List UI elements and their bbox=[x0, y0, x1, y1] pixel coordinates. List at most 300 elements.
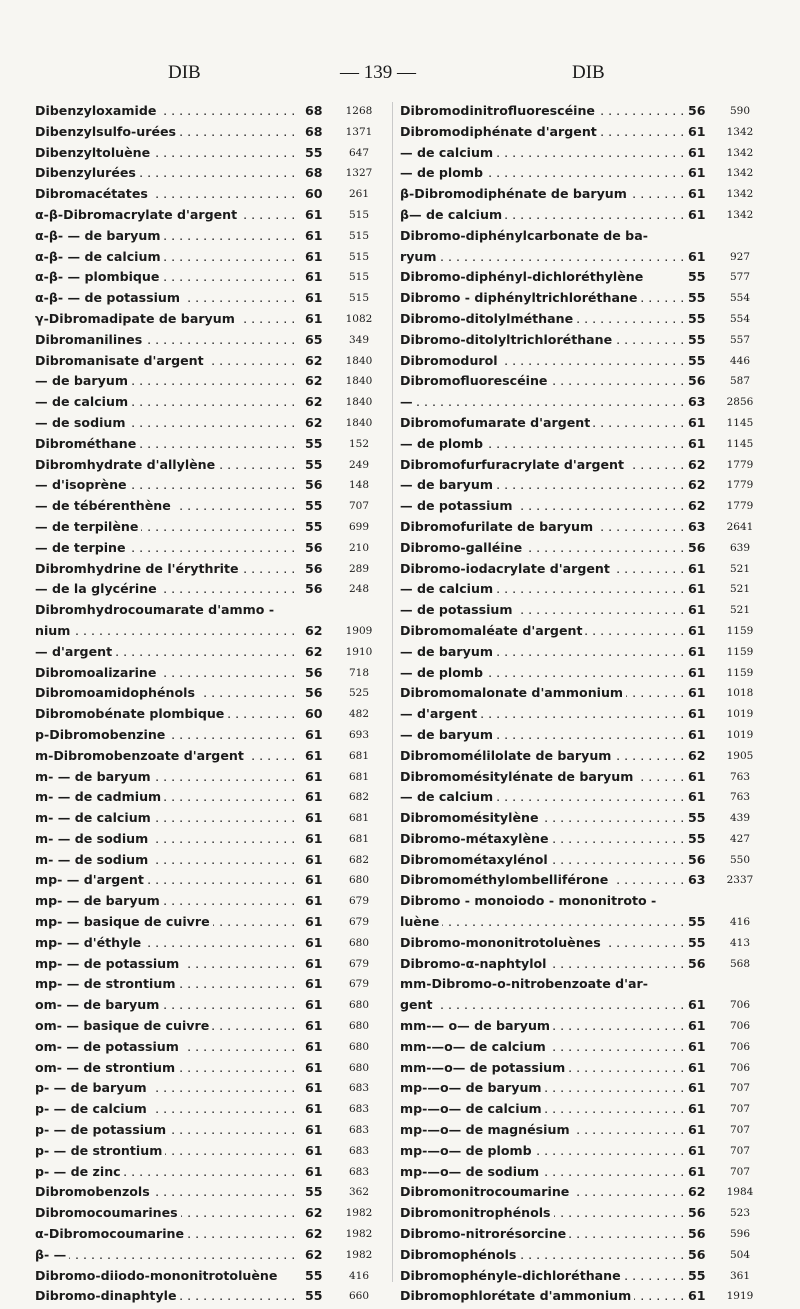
index-entry bbox=[400, 101, 765, 122]
entry-page: 590 bbox=[729, 105, 751, 117]
entry-name-text: β- — bbox=[35, 1247, 69, 1262]
entry-page: 707 bbox=[729, 1082, 751, 1095]
index-entry bbox=[400, 1058, 765, 1079]
entry-name-text: Dibromoamidophénols bbox=[35, 685, 198, 700]
entry-page: 707 bbox=[348, 500, 370, 513]
entry-volume: 62 bbox=[305, 352, 323, 368]
index-entry bbox=[400, 954, 765, 975]
index-entry bbox=[35, 995, 386, 1016]
entry-name bbox=[400, 829, 687, 850]
entry-volume: 56 bbox=[688, 1246, 706, 1262]
entry-volume: 61 bbox=[305, 1038, 323, 1054]
entry-name bbox=[400, 517, 687, 538]
entry-volume: 55 bbox=[305, 456, 323, 472]
entry-volume: 62 bbox=[305, 394, 323, 410]
entry-name-text: Dibromo-ditolyltrichloréthane bbox=[400, 332, 615, 347]
index-entry bbox=[400, 496, 765, 517]
entry-name-text: ryum bbox=[400, 249, 440, 264]
entry-page: 446 bbox=[729, 354, 751, 367]
entry-page: 706 bbox=[729, 1061, 751, 1074]
entry-name bbox=[400, 434, 687, 455]
index-entry bbox=[400, 247, 765, 268]
entry-name bbox=[400, 1286, 687, 1307]
entry-name bbox=[35, 725, 297, 746]
entry-name bbox=[35, 455, 297, 476]
index-entry bbox=[400, 725, 765, 746]
index-entry bbox=[35, 663, 386, 684]
entry-name-text: mp- — basique de cuivre bbox=[35, 914, 213, 929]
entry-volume: 55 bbox=[688, 934, 706, 950]
entry-name bbox=[35, 1016, 297, 1037]
entry-page: 1159 bbox=[726, 666, 754, 679]
entry-name-text: — de sodium bbox=[35, 415, 129, 430]
entry-name-text: m- — de baryum bbox=[35, 769, 154, 784]
entry-name-text: m- — de calcium bbox=[35, 810, 154, 825]
entry-name-text: Dibromoalizarine bbox=[35, 665, 159, 680]
entry-name-text: Dibromofumarate d'argent bbox=[400, 415, 593, 430]
index-entry bbox=[400, 517, 765, 538]
entry-name-text: — de terpine bbox=[35, 540, 129, 555]
entry-name bbox=[35, 184, 297, 205]
entry-volume: 62 bbox=[305, 1205, 323, 1221]
index-entry bbox=[35, 579, 386, 600]
entry-page: 1840 bbox=[345, 416, 373, 429]
index-entry bbox=[35, 101, 386, 122]
index-entry bbox=[35, 1078, 386, 1099]
index-column-right bbox=[400, 101, 765, 1307]
index-entry bbox=[35, 288, 386, 309]
entry-page: 680 bbox=[348, 999, 370, 1012]
entry-volume: 55 bbox=[688, 269, 706, 285]
entry-page: 1840 bbox=[345, 375, 373, 388]
entry-name bbox=[400, 122, 687, 143]
index-entry bbox=[35, 912, 386, 933]
entry-name-text: Dibromo-métaxylène bbox=[400, 831, 552, 846]
index-entry bbox=[400, 974, 765, 995]
entry-name bbox=[400, 392, 687, 413]
entry-name-text: α-β- — de potassium bbox=[35, 290, 183, 305]
entry-page: 148 bbox=[348, 479, 370, 492]
entry-name-text: m-Dibromobenzoate d'argent bbox=[35, 748, 247, 763]
entry-volume: 62 bbox=[305, 643, 323, 659]
entry-page: 413 bbox=[729, 936, 751, 949]
entry-page: 707 bbox=[729, 1103, 751, 1116]
entry-volume: 61 bbox=[688, 186, 706, 202]
entry-name-text: Dibenzyltoluène bbox=[35, 145, 153, 160]
entry-name-text: Dibromo-α-naphtylol bbox=[400, 956, 550, 971]
entry-page: 927 bbox=[729, 250, 751, 263]
index-entry bbox=[35, 267, 386, 288]
entry-name bbox=[400, 1162, 687, 1183]
entry-page: 210 bbox=[348, 541, 370, 554]
entry-volume: 61 bbox=[305, 768, 323, 784]
index-entry bbox=[400, 434, 765, 455]
entry-volume: 56 bbox=[688, 539, 706, 555]
entry-page: 1342 bbox=[726, 167, 754, 180]
entry-name bbox=[35, 1120, 297, 1141]
index-entry bbox=[35, 850, 386, 871]
entry-page: 515 bbox=[348, 229, 370, 242]
entry-name-text: — de baryum bbox=[400, 644, 496, 659]
index-entry bbox=[400, 143, 765, 164]
entry-name bbox=[400, 475, 687, 496]
entry-page: 681 bbox=[348, 770, 370, 783]
index-entry bbox=[35, 746, 386, 767]
entry-name bbox=[400, 247, 687, 268]
entry-name bbox=[400, 850, 687, 871]
entry-volume: 55 bbox=[688, 331, 706, 347]
entry-page: 596 bbox=[729, 1228, 751, 1241]
entry-name bbox=[400, 496, 687, 517]
entry-name-text: α-β- — de calcium bbox=[35, 249, 164, 264]
entry-name-text: Dibromo-iodacrylate d'argent bbox=[400, 561, 613, 576]
entry-volume: 61 bbox=[305, 934, 323, 950]
entry-name bbox=[400, 330, 687, 351]
entry-page: 1919 bbox=[726, 1290, 754, 1303]
index-entry bbox=[35, 808, 386, 829]
entry-volume: 55 bbox=[305, 1267, 323, 1283]
entry-name bbox=[35, 933, 297, 954]
entry-name-text: mp-—o— de magnésium bbox=[400, 1122, 573, 1137]
entry-volume: 55 bbox=[305, 498, 323, 514]
entry-name-text: Dibromo-diphényl-dichloréthylène bbox=[400, 269, 646, 284]
entry-name bbox=[35, 434, 297, 455]
index-entry bbox=[400, 767, 765, 788]
index-entry bbox=[400, 1162, 765, 1183]
index-entry bbox=[400, 1266, 765, 1287]
entry-page: 248 bbox=[348, 583, 370, 596]
entry-page: 660 bbox=[348, 1290, 370, 1303]
entry-name bbox=[35, 205, 297, 226]
index-entry bbox=[35, 122, 386, 143]
entry-name bbox=[35, 351, 297, 372]
entry-name-text: Dibromo-galléine bbox=[400, 540, 525, 555]
entry-volume: 61 bbox=[688, 602, 706, 618]
entry-name-text: p- — de potassium bbox=[35, 1122, 169, 1137]
index-entry bbox=[400, 829, 765, 850]
index-entry bbox=[35, 1286, 386, 1307]
entry-name bbox=[35, 1058, 297, 1079]
entry-name-text: — de plomb bbox=[400, 665, 486, 680]
entry-name-text: α-Dibromocoumarine bbox=[35, 1226, 187, 1241]
index-entry bbox=[35, 475, 386, 496]
entry-name-text: Dibromo-nitrorésorcine bbox=[400, 1226, 569, 1241]
entry-page: 1342 bbox=[726, 208, 754, 221]
entry-page: 718 bbox=[348, 666, 370, 679]
entry-name bbox=[35, 517, 297, 538]
index-entry bbox=[400, 850, 765, 871]
entry-name bbox=[35, 954, 297, 975]
entry-name bbox=[35, 600, 297, 621]
index-entry bbox=[400, 1245, 765, 1266]
entry-name-text: mp-—o— de calcium bbox=[400, 1101, 545, 1116]
entry-name-text: — de calcium bbox=[400, 789, 496, 804]
entry-volume: 61 bbox=[305, 269, 323, 285]
entry-page: 1268 bbox=[345, 105, 373, 117]
entry-volume: 55 bbox=[688, 290, 706, 306]
entry-volume: 61 bbox=[688, 1059, 706, 1075]
entry-name bbox=[400, 1141, 687, 1162]
entry-volume: 56 bbox=[688, 851, 706, 867]
entry-name-text: — de baryum bbox=[400, 477, 496, 492]
entry-page: 521 bbox=[729, 583, 751, 596]
index-entry bbox=[400, 1286, 765, 1307]
entry-name bbox=[400, 309, 687, 330]
entry-name-text: m- — de sodium bbox=[35, 831, 151, 846]
entry-name bbox=[400, 787, 687, 808]
entry-name bbox=[400, 954, 687, 975]
index-entry bbox=[35, 538, 386, 559]
entry-page: 682 bbox=[348, 791, 370, 804]
entry-name-text: Dibenzylurées bbox=[35, 165, 139, 180]
index-entry bbox=[400, 184, 765, 205]
entry-name bbox=[400, 891, 687, 912]
entry-page: 680 bbox=[348, 874, 370, 887]
entry-volume: 56 bbox=[688, 373, 706, 389]
entry-name-text: — bbox=[400, 394, 416, 409]
entry-name bbox=[400, 746, 687, 767]
entry-name-text: mp-—o— de baryum bbox=[400, 1080, 545, 1095]
index-entry bbox=[400, 559, 765, 580]
index-entry bbox=[400, 870, 765, 891]
entry-name bbox=[400, 163, 687, 184]
entry-volume: 55 bbox=[688, 310, 706, 326]
entry-name bbox=[400, 1078, 687, 1099]
index-entry bbox=[35, 351, 386, 372]
entry-volume: 61 bbox=[305, 997, 323, 1013]
entry-volume: 68 bbox=[305, 103, 323, 118]
entry-name-text: m- — de cadmium bbox=[35, 789, 164, 804]
index-entry bbox=[400, 808, 765, 829]
entry-page: 521 bbox=[729, 604, 751, 617]
entry-name-text: Dibromométhylombelliférone bbox=[400, 872, 611, 887]
index-entry bbox=[400, 371, 765, 392]
entry-volume: 55 bbox=[305, 1184, 323, 1200]
entry-page: 1019 bbox=[726, 728, 754, 741]
entry-volume: 56 bbox=[305, 581, 323, 597]
entry-name bbox=[35, 392, 297, 413]
entry-name bbox=[400, 1099, 687, 1120]
entry-name-text: Dibromobénate plombique bbox=[35, 706, 227, 721]
index-entry bbox=[400, 1203, 765, 1224]
entry-name bbox=[400, 1182, 687, 1203]
entry-name bbox=[400, 974, 687, 995]
entry-name bbox=[400, 704, 687, 725]
entry-name-text: om- — de baryum bbox=[35, 997, 162, 1012]
entry-name-text: Dibromhydrate d'allylène bbox=[35, 457, 218, 472]
entry-page: 515 bbox=[348, 292, 370, 305]
entry-name bbox=[400, 1037, 687, 1058]
entry-name-text: — d'isoprène bbox=[35, 477, 130, 492]
entry-page: 681 bbox=[348, 832, 370, 845]
entry-volume: 61 bbox=[305, 1163, 323, 1179]
entry-name-text: α-β-Dibromacrylate d'argent bbox=[35, 207, 240, 222]
entry-volume: 56 bbox=[688, 1205, 706, 1221]
index-entry bbox=[35, 392, 386, 413]
entry-volume: 61 bbox=[688, 1018, 706, 1034]
index-entry bbox=[400, 1099, 765, 1120]
entry-name bbox=[400, 933, 687, 954]
index-entry bbox=[35, 954, 386, 975]
entry-name-text: Dibromodinitrofluorescéine bbox=[400, 103, 598, 118]
index-entry bbox=[35, 933, 386, 954]
entry-page: 1342 bbox=[726, 188, 754, 201]
index-entry bbox=[400, 1016, 765, 1037]
index-entry bbox=[400, 288, 765, 309]
index-entry bbox=[400, 455, 765, 476]
entry-page: 1018 bbox=[726, 687, 754, 700]
entry-volume: 61 bbox=[688, 144, 706, 160]
entry-volume: 68 bbox=[305, 165, 323, 181]
entry-name-text: — d'argent bbox=[400, 706, 480, 721]
entry-name-text: Dibromhydrine de l'érythrite bbox=[35, 561, 242, 576]
entry-name bbox=[400, 663, 687, 684]
entry-volume: 56 bbox=[305, 539, 323, 555]
index-entry bbox=[35, 1162, 386, 1183]
entry-volume: 61 bbox=[305, 955, 323, 971]
entry-volume: 56 bbox=[305, 560, 323, 576]
entry-volume: 61 bbox=[688, 165, 706, 181]
entry-volume: 61 bbox=[305, 1142, 323, 1158]
entry-volume: 61 bbox=[305, 248, 323, 264]
entry-volume: 56 bbox=[688, 955, 706, 971]
entry-page: 261 bbox=[348, 188, 370, 201]
entry-volume: 61 bbox=[305, 893, 323, 909]
entry-volume: 56 bbox=[688, 1226, 706, 1242]
entry-volume: 62 bbox=[305, 622, 323, 638]
entry-name-text: m- — de sodium bbox=[35, 852, 151, 867]
entry-name bbox=[35, 288, 297, 309]
index-entry bbox=[35, 1037, 386, 1058]
entry-name bbox=[400, 808, 687, 829]
entry-name bbox=[35, 1099, 297, 1120]
entry-page: 439 bbox=[729, 812, 751, 825]
entry-name-text: — de baryum bbox=[400, 727, 496, 742]
entry-volume: 61 bbox=[688, 997, 706, 1013]
index-entry bbox=[35, 184, 386, 205]
entry-name-text: mp- — d'argent bbox=[35, 872, 147, 887]
entry-page: 763 bbox=[729, 791, 751, 804]
index-entry bbox=[400, 538, 765, 559]
entry-name-text: mp- — de potassium bbox=[35, 956, 182, 971]
entry-page: 427 bbox=[729, 832, 751, 845]
entry-page: 1019 bbox=[726, 708, 754, 721]
entry-volume: 61 bbox=[305, 914, 323, 930]
entry-page: 683 bbox=[348, 1082, 370, 1095]
entry-name bbox=[35, 704, 297, 725]
entry-name bbox=[400, 1016, 687, 1037]
entry-name bbox=[400, 371, 687, 392]
entry-name-text: Dibenzyloxamide bbox=[35, 103, 159, 118]
entry-name bbox=[35, 101, 297, 122]
entry-volume: 61 bbox=[688, 123, 706, 139]
entry-name bbox=[35, 309, 297, 330]
entry-volume: 60 bbox=[305, 706, 323, 722]
index-entry bbox=[35, 1058, 386, 1079]
entry-name bbox=[400, 621, 687, 642]
index-entry bbox=[35, 1224, 386, 1245]
entry-volume: 61 bbox=[305, 1018, 323, 1034]
entry-volume: 65 bbox=[305, 331, 323, 347]
index-entry bbox=[35, 1266, 386, 1287]
entry-volume: 62 bbox=[688, 498, 706, 514]
entry-volume: 61 bbox=[688, 1163, 706, 1179]
index-entry bbox=[400, 392, 765, 413]
entry-name bbox=[35, 475, 297, 496]
entry-volume: 62 bbox=[305, 414, 323, 430]
entry-volume: 61 bbox=[688, 1142, 706, 1158]
entry-page: 1779 bbox=[726, 500, 754, 513]
entry-volume: 62 bbox=[688, 477, 706, 493]
entry-page: 1327 bbox=[345, 167, 373, 180]
entry-name-text: Dibromo-diphénylcarbonate de ba- bbox=[400, 228, 651, 243]
entry-page: 568 bbox=[729, 957, 751, 970]
entry-volume: 61 bbox=[305, 976, 323, 992]
entry-page: 1342 bbox=[726, 146, 754, 159]
entry-page: 361 bbox=[729, 1269, 751, 1282]
index-column-left bbox=[35, 101, 386, 1307]
entry-page: 1371 bbox=[345, 125, 373, 138]
entry-volume: 61 bbox=[305, 1080, 323, 1096]
entry-volume: 61 bbox=[305, 810, 323, 826]
entry-name bbox=[400, 205, 687, 226]
index-entry bbox=[35, 330, 386, 351]
entry-name bbox=[400, 870, 687, 891]
entry-page: 763 bbox=[729, 770, 751, 783]
entry-name bbox=[400, 1058, 687, 1079]
entry-name bbox=[35, 663, 297, 684]
entry-name-text: om- — de potassium bbox=[35, 1039, 182, 1054]
entry-page: 2337 bbox=[726, 874, 754, 887]
entry-page: 680 bbox=[348, 1061, 370, 1074]
entry-volume: 61 bbox=[305, 747, 323, 763]
entry-name-text: Dibromonitrophénols bbox=[400, 1205, 554, 1220]
entry-name bbox=[35, 1286, 297, 1307]
index-entry bbox=[35, 205, 386, 226]
entry-page: 682 bbox=[348, 853, 370, 866]
entry-page: 554 bbox=[729, 312, 751, 325]
page-header bbox=[0, 62, 800, 86]
entry-name-text: p- — de strontium bbox=[35, 1143, 165, 1158]
entry-name-text: mm-Dibromo-o-nitrobenzoate d'ar- bbox=[400, 976, 651, 991]
entry-volume: 55 bbox=[305, 144, 323, 160]
entry-name bbox=[400, 1224, 687, 1245]
index-entry bbox=[35, 163, 386, 184]
entry-name-text: α-β- — de baryum bbox=[35, 228, 163, 243]
entry-name bbox=[35, 683, 297, 704]
entry-volume: 55 bbox=[688, 914, 706, 930]
entry-page: 679 bbox=[348, 978, 370, 991]
entry-page: 1342 bbox=[726, 125, 754, 138]
entry-name-text: Dibromomésitylène bbox=[400, 810, 542, 825]
entry-volume: 61 bbox=[688, 768, 706, 784]
entry-name-text: p- — de calcium bbox=[35, 1101, 150, 1116]
entry-page: 557 bbox=[729, 333, 751, 346]
entry-name bbox=[35, 891, 297, 912]
index-entry bbox=[400, 1037, 765, 1058]
entry-page: 681 bbox=[348, 749, 370, 762]
entry-page: 1982 bbox=[345, 1248, 373, 1261]
entry-name-text: Dibromo - monoiodo - mononitroto - bbox=[400, 893, 659, 908]
entry-page: 416 bbox=[348, 1269, 370, 1282]
entry-page: 683 bbox=[348, 1103, 370, 1116]
entry-name bbox=[35, 1037, 297, 1058]
index-entry bbox=[400, 475, 765, 496]
entry-page: 1159 bbox=[726, 645, 754, 658]
entry-name bbox=[400, 579, 687, 600]
entry-volume: 55 bbox=[688, 352, 706, 368]
index-entry bbox=[400, 891, 765, 912]
